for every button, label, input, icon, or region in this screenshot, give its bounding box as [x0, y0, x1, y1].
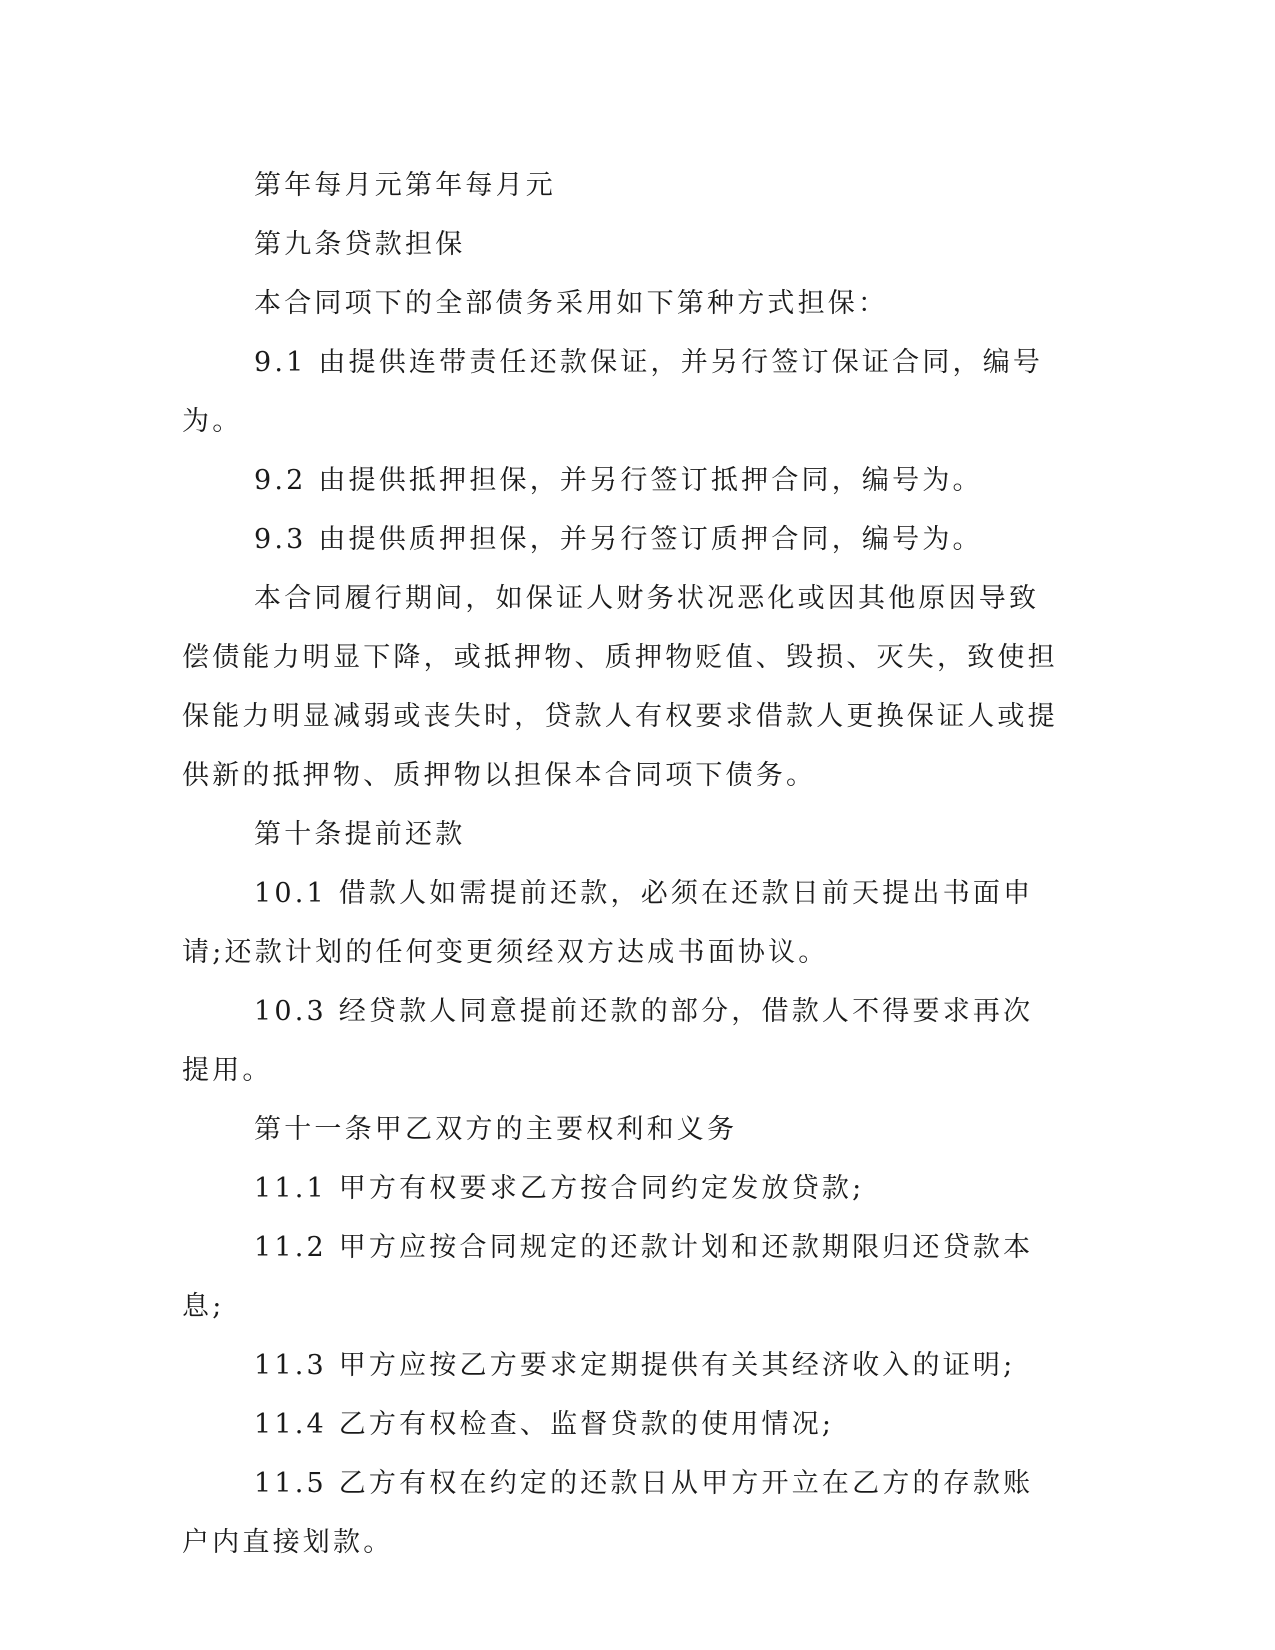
paragraph-clause-11-3: 11.3 甲方应按乙方要求定期提供有关其经济收入的证明; [254, 1350, 1016, 1381]
paragraph: 本合同项下的全部债务采用如下第种方式担保： [254, 288, 889, 319]
paragraph-clause-11-5: 11.5 乙方有权在约定的还款日从甲方开立在乙方的存款账户内直接划款。 [182, 1468, 1034, 1558]
paragraph-clause-9-3: 9.3 由提供质押担保，并另行签订质押合同，编号为。 [254, 524, 983, 555]
paragraph-clause-11-4: 11.4 乙方有权检查、监督贷款的使用情况; [254, 1409, 835, 1440]
section-heading-article-9: 第九条贷款担保 [254, 229, 466, 260]
paragraph: 本合同履行期间，如保证人财务状况恶化或因其他原因导致偿债能力明显下降，或抵押物、质押物贬值、毁损、灭失，致使担保能力明显减弱或丧失时，贷款人有权要求借款人更换保证人或提供新的抵押物、质押物以担保本合同项下债务。 [182, 583, 1058, 791]
paragraph-installment-line: 第年每月元第年每月元 [254, 170, 556, 201]
section-heading-article-10: 第十条提前还款 [254, 819, 466, 850]
paragraph-clause-10-3: 10.3 经贷款人同意提前还款的部分，借款人不得要求再次提用。 [182, 996, 1034, 1086]
paragraph-clause-11-1: 11.1 甲方有权要求乙方按合同约定发放贷款; [254, 1173, 865, 1204]
paragraph-clause-11-2: 11.2 甲方应按合同规定的还款计划和还款期限归还贷款本息; [182, 1232, 1034, 1322]
paragraph-clause-10-1: 10.1 借款人如需提前还款，必须在还款日前天提出书面申请;还款计划的任何变更须经双方达成书面协议。 [182, 878, 1034, 968]
section-heading-article-11: 第十一条甲乙双方的主要权利和义务 [254, 1114, 738, 1145]
paragraph-clause-9-2: 9.2 由提供抵押担保，并另行签订抵押合同，编号为。 [254, 465, 983, 496]
document-body [182, 156, 1062, 1572]
paragraph-clause-9-1: 9.1 由提供连带责任还款保证，并另行签订保证合同，编号为。 [182, 347, 1044, 437]
